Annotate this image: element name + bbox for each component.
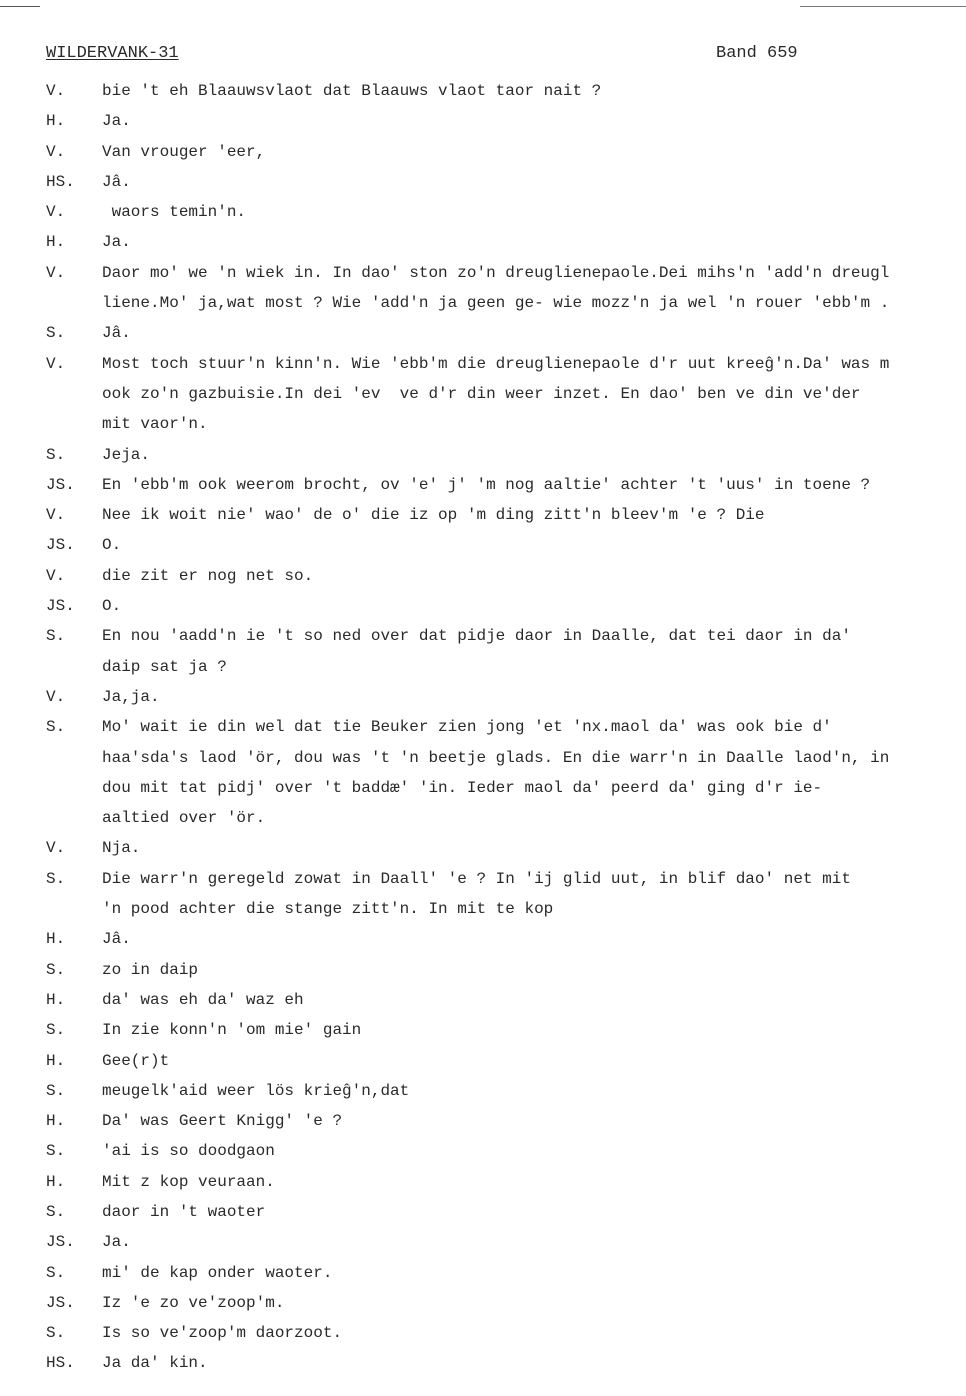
utterance-text: 'n pood achter die stange zitt'n. In mit te kop	[102, 900, 554, 919]
utterance-text: Gee(r)t	[102, 1051, 170, 1070]
transcript-line	[46, 652, 966, 682]
speaker-label: V.	[46, 82, 66, 100]
utterance-text: dou mit tat pidj' over 't baddæ' 'in. Ieder maol da' peerd da' ging d'r ie-	[102, 778, 823, 797]
speaker-label: HS.	[46, 1354, 75, 1373]
utterance-text: Jeja.	[102, 445, 151, 464]
speaker-label: S.	[46, 1263, 66, 1282]
speaker-label: V.	[46, 566, 66, 585]
transcript-line	[46, 76, 966, 106]
utterance-text: Is so ve'zoop'm daorzoot.	[102, 1324, 343, 1343]
speaker-label: H.	[46, 112, 66, 131]
utterance-text: Most toch stuur'n kinn'n. Wie 'ebb'm die dreuglienepaole d'r uut kreeĝ'n.Da' was m	[102, 354, 890, 373]
speaker-label: S.	[46, 324, 66, 343]
speaker-label: S.	[46, 1081, 66, 1100]
transcript-line	[46, 1076, 966, 1106]
utterance-text: waors temin'n.	[102, 203, 247, 222]
transcript-line	[46, 167, 966, 197]
transcript-line	[46, 1197, 966, 1227]
utterance-text: Jâ.	[102, 930, 131, 949]
speaker-label: V.	[46, 354, 66, 373]
speaker-label: H.	[46, 990, 66, 1009]
top-rule-right	[800, 6, 966, 7]
speaker-label: S.	[46, 1142, 66, 1161]
transcript-line	[46, 106, 966, 136]
speaker-label: JS.	[46, 1293, 75, 1312]
transcript-line	[46, 1288, 966, 1318]
transcript-line	[46, 530, 966, 560]
speaker-label: JS.	[46, 597, 75, 616]
transcript-line	[46, 379, 966, 409]
utterance-text: zo in daip	[102, 960, 199, 979]
utterance-text: Iz 'e zo ve'zoop'm.	[102, 1293, 285, 1312]
top-rule-left	[0, 6, 40, 7]
transcript-line	[46, 743, 966, 773]
transcript-line	[46, 712, 966, 742]
speaker-label: H.	[46, 930, 66, 949]
utterance-text: Mo' wait ie din wel dat tie Beuker zien jong 'et 'nx.maol da' was ook bie d'	[102, 718, 832, 737]
utterance-text: Daor mo' we 'n wiek in. In dao' ston zo'n dreuglienepaole.Dei mihs'n 'add'n dreugl	[102, 263, 890, 282]
transcript-line	[46, 773, 966, 803]
utterance-text: bie 't eh Blaauwsvlaot dat Blaauws vlaot taor nait ?	[102, 82, 602, 100]
transcript-line	[46, 803, 966, 833]
utterance-text: Die warr'n geregeld zowat in Daall' 'e ? In 'ij glid uut, in blif dao' net mit	[102, 869, 851, 888]
utterance-text: haa'sda's laod 'ör, dou was 't 'n beetje glads. En die warr'n in Daalle laod'n, in	[102, 748, 890, 767]
speaker-label: H.	[46, 233, 66, 252]
speaker-label: S.	[46, 1021, 66, 1040]
utterance-text: Mit z kop veuraan.	[102, 1172, 275, 1191]
speaker-label: JS.	[46, 536, 75, 555]
transcript-line	[46, 1106, 966, 1136]
utterance-text: 'ai is so doodgaon	[102, 1142, 275, 1161]
transcript-line	[46, 1348, 966, 1378]
transcript-line	[46, 621, 966, 651]
transcript-line	[46, 894, 966, 924]
speaker-label: S.	[46, 445, 66, 464]
tape-number: Band 659	[716, 44, 798, 63]
transcript-line	[46, 864, 966, 894]
speaker-label: V.	[46, 263, 66, 282]
speaker-label: H.	[46, 1112, 66, 1131]
transcript-line	[46, 197, 966, 227]
utterance-text: Nee ik woit nie' wao' de o' die iz op 'm ding zitt'n bleev'm 'e ? Die	[102, 506, 765, 525]
utterance-text: Da' was Geert Knigg' 'e ?	[102, 1112, 343, 1131]
transcript-line	[46, 470, 966, 500]
speaker-label: H.	[46, 1172, 66, 1191]
utterance-text: Ja,ja.	[102, 687, 160, 706]
speaker-label: S.	[46, 718, 66, 737]
speaker-label: JS.	[46, 475, 75, 494]
utterance-text: die zit er nog net so.	[102, 566, 314, 585]
utterance-text: Jâ.	[102, 324, 131, 343]
transcript-line	[46, 288, 966, 318]
utterance-text: O.	[102, 597, 122, 616]
utterance-text: O.	[102, 536, 122, 555]
speaker-label: HS.	[46, 172, 75, 191]
speaker-label: V.	[46, 839, 66, 858]
utterance-text: daor in 't waoter	[102, 1202, 266, 1221]
transcript-line	[46, 955, 966, 985]
transcript-line	[46, 440, 966, 470]
speaker-label: JS.	[46, 1233, 75, 1252]
transcript-line	[46, 682, 966, 712]
speaker-label: S.	[46, 627, 66, 646]
utterance-text: meugelk'aid weer lös krieĝ'n,dat	[102, 1081, 410, 1100]
utterance-text: Jâ.	[102, 172, 131, 191]
utterance-text: mit vaor'n.	[102, 415, 208, 434]
page-header	[46, 44, 966, 70]
speaker-label: V.	[46, 687, 66, 706]
transcript-line	[46, 258, 966, 288]
transcript-line	[46, 561, 966, 591]
speaker-label: S.	[46, 960, 66, 979]
utterance-text: Ja.	[102, 112, 131, 131]
transcript-line	[46, 1167, 966, 1197]
speaker-label: S.	[46, 1202, 66, 1221]
transcript-line	[46, 1046, 966, 1076]
transcript-line	[46, 349, 966, 379]
utterance-text: aaltied over 'ör.	[102, 809, 266, 828]
utterance-text: Van vrouger 'eer,	[102, 142, 266, 161]
speaker-label: H.	[46, 1051, 66, 1070]
utterance-text: In zie konn'n 'om mie' gain	[102, 1021, 362, 1040]
transcript-line	[46, 985, 966, 1015]
speaker-label: V.	[46, 506, 66, 525]
utterance-text: Ja.	[102, 233, 131, 252]
transcript-line	[46, 318, 966, 348]
transcript-line	[46, 924, 966, 954]
transcript-line	[46, 1015, 966, 1045]
transcript-line	[46, 1258, 966, 1288]
speaker-label: S.	[46, 1324, 66, 1343]
speaker-label: V.	[46, 142, 66, 161]
transcript-line	[46, 1318, 966, 1348]
transcript-line	[46, 591, 966, 621]
utterance-text: daip sat ja ?	[102, 657, 227, 676]
transcript-line	[46, 409, 966, 439]
utterance-text: Ja da' kin.	[102, 1354, 208, 1373]
transcript-line	[46, 500, 966, 530]
transcript-line	[46, 1227, 966, 1257]
utterance-text: En nou 'aadd'n ie 't so ned over dat pidje daor in Daalle, dat tei daor in da'	[102, 627, 851, 646]
transcript-line	[46, 833, 966, 863]
document-id: WILDERVANK-31	[46, 44, 179, 63]
utterance-text: mi' de kap onder waoter.	[102, 1263, 333, 1282]
utterance-text: da' was eh da' waz eh	[102, 990, 304, 1009]
transcript	[46, 76, 966, 1379]
utterance-text: liene.Mo' ja,wat most ? Wie 'add'n ja geen ge- wie mozz'n ja wel 'n rouer 'ebb'm .	[102, 294, 890, 313]
transcript-line	[46, 1136, 966, 1166]
utterance-text: Ja.	[102, 1233, 131, 1252]
speaker-label: V.	[46, 203, 66, 222]
utterance-text: Nja.	[102, 839, 141, 858]
utterance-text: ook zo'n gazbuisie.In dei 'ev ve d'r din weer inzet. En dao' ben ve din ve'der	[102, 384, 861, 403]
speaker-label: S.	[46, 869, 66, 888]
transcript-line	[46, 227, 966, 257]
transcript-line	[46, 137, 966, 167]
utterance-text: En 'ebb'm ook weerom brocht, ov 'e' j' 'm nog aaltie' achter 't 'uus' in toene ?	[102, 475, 871, 494]
